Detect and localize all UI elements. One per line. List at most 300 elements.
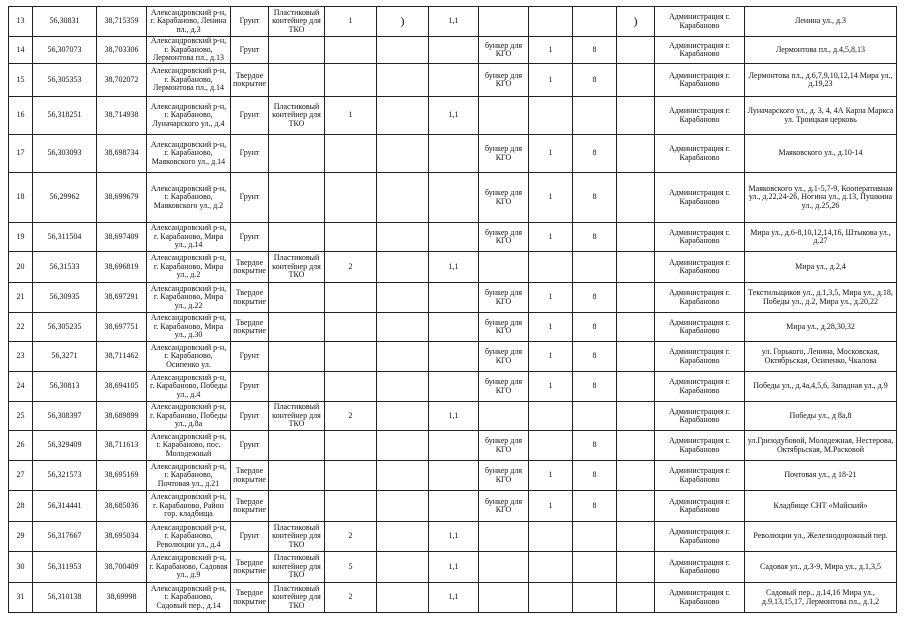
bunker-volume-cell: 8: [573, 342, 617, 372]
bunker-volume-cell: [573, 552, 617, 583]
bunker-count-cell: 1: [529, 37, 573, 64]
container-count-cell: [325, 64, 377, 97]
surface-cell: Грунт: [231, 223, 269, 252]
row-number: 26: [9, 431, 33, 461]
longitude-cell: 38,697409: [97, 223, 147, 252]
container-volume-cell: 1,1: [429, 583, 479, 613]
container-volume-cell: [429, 313, 479, 342]
surface-cell: Твердое покрытие: [231, 283, 269, 313]
surface-cell: Грунт: [231, 37, 269, 64]
bunker-type-cell: бункер для КГО: [479, 372, 529, 402]
container-type-cell: [269, 283, 325, 313]
bunker-type-cell: бункер для КГО: [479, 491, 529, 522]
row-number: 16: [9, 97, 33, 135]
latitude-cell: 56,310138: [33, 583, 97, 613]
container-type-cell: [269, 372, 325, 402]
bunker-count-cell: [529, 252, 573, 283]
owner-cell: Администрация г. Карабаново: [655, 313, 745, 342]
container-type-cell: [269, 431, 325, 461]
table-row: [9, 7, 897, 37]
container-count-cell: 2: [325, 402, 377, 431]
latitude-cell: 56,30831: [33, 7, 97, 37]
empty-cell: [377, 491, 429, 522]
bunker-volume-cell: 8: [573, 461, 617, 491]
bunker-count-cell: 1: [529, 223, 573, 252]
served-objects-cell: Мира ул., д.2,4: [745, 252, 897, 283]
bunker-type-cell: бункер для КГО: [479, 461, 529, 491]
served-objects-cell: Луначарского ул., д. 3, 4, 4А Карла Маркса ул. Троицкая церковь: [745, 97, 897, 135]
served-objects-cell: Победы ул., д.4а,4,5,6, Западная ул., д.9: [745, 372, 897, 402]
bunker-volume-cell: 8: [573, 491, 617, 522]
surface-cell: Твердое покрытие: [231, 552, 269, 583]
owner-cell: Администрация г. Карабаново: [655, 583, 745, 613]
longitude-cell: 38,689899: [97, 402, 147, 431]
served-objects-cell: Победы ул., д 8а,8: [745, 402, 897, 431]
empty-cell: [617, 372, 655, 402]
table-row: [9, 461, 897, 491]
container-count-cell: [325, 461, 377, 491]
container-type-cell: Пластиковый контейнер для ТКО: [269, 552, 325, 583]
longitude-cell: 38,714938: [97, 97, 147, 135]
latitude-cell: 56,317667: [33, 522, 97, 552]
container-type-cell: Пластиковый контейнер для ТКО: [269, 583, 325, 613]
table-row: [9, 64, 897, 97]
bunker-volume-cell: [573, 402, 617, 431]
served-objects-cell: ул.Гризодубовой, Молодежная, Нестерова, Октябрьская, М.Расковой: [745, 431, 897, 461]
empty-cell: [377, 583, 429, 613]
container-volume-cell: [429, 223, 479, 252]
owner-cell: Администрация г. Карабаново: [655, 372, 745, 402]
bunker-volume-cell: 8: [573, 431, 617, 461]
served-objects-cell: Текстильщиков ул., д.1,3,5, Мира ул., д.18, Победы ул., д.2, Мира ул., д.20,22: [745, 283, 897, 313]
container-type-cell: Пластиковый контейнер для ТКО: [269, 252, 325, 283]
served-objects-cell: Революции ул., Железнодорожный пер.: [745, 522, 897, 552]
owner-cell: Администрация г. Карабаново: [655, 491, 745, 522]
empty-cell: [617, 313, 655, 342]
address-cell: Александровский р-н, г. Карабаново, Революции ул., д.4: [147, 522, 231, 552]
container-type-cell: [269, 313, 325, 342]
surface-cell: Твердое покрытие: [231, 252, 269, 283]
container-volume-cell: [429, 37, 479, 64]
bunker-volume-cell: 8: [573, 173, 617, 223]
row-number: 23: [9, 342, 33, 372]
longitude-cell: 38,715359: [97, 7, 147, 37]
table-row: [9, 223, 897, 252]
owner-cell: Администрация г. Карабаново: [655, 552, 745, 583]
bunker-volume-cell: 8: [573, 283, 617, 313]
owner-cell: Администрация г. Карабаново: [655, 402, 745, 431]
table-row: [9, 491, 897, 522]
empty-cell: [617, 135, 655, 173]
empty-cell: [617, 583, 655, 613]
bunker-volume-cell: 8: [573, 37, 617, 64]
served-objects-cell: Маяковского ул., д.1-5,7-9, Кооперативная ул., д.22,24-26, Ногина ул., д.13, Пушкина ул., д.25,26: [745, 173, 897, 223]
surface-cell: Твердое покрытие: [231, 461, 269, 491]
container-type-cell: [269, 173, 325, 223]
owner-cell: Администрация г. Карабаново: [655, 283, 745, 313]
address-cell: Александровский р-н, г. Карабаново, Почтовая ул., д.21: [147, 461, 231, 491]
bunker-count-cell: 1: [529, 313, 573, 342]
address-cell: Александровский р-н, г. Карабаново, Район гор. кладбища: [147, 491, 231, 522]
row-number: 30: [9, 552, 33, 583]
longitude-cell: 38,702072: [97, 64, 147, 97]
bunker-type-cell: бункер для КГО: [479, 342, 529, 372]
latitude-cell: 56,329409: [33, 431, 97, 461]
address-cell: Александровский р-н, г. Карабаново, Ленина пл., д.3: [147, 7, 231, 37]
table-row: [9, 342, 897, 372]
served-objects-cell: Маяковского ул., д.10-14: [745, 135, 897, 173]
bunker-count-cell: 1: [529, 342, 573, 372]
empty-cell: [377, 402, 429, 431]
surface-cell: Грунт: [231, 135, 269, 173]
longitude-cell: 38,697291: [97, 283, 147, 313]
empty-cell: [617, 431, 655, 461]
latitude-cell: 56,314441: [33, 491, 97, 522]
owner-cell: Администрация г. Карабаново: [655, 522, 745, 552]
table-row: [9, 173, 897, 223]
bunker-type-cell: бункер для КГО: [479, 223, 529, 252]
empty-cell: [377, 173, 429, 223]
empty-cell: [377, 252, 429, 283]
container-type-cell: [269, 135, 325, 173]
container-volume-cell: [429, 283, 479, 313]
container-count-cell: [325, 372, 377, 402]
empty-cell: [617, 37, 655, 64]
container-volume-cell: [429, 372, 479, 402]
served-objects-cell: Ленина ул., д.3: [745, 7, 897, 37]
container-volume-cell: 1,1: [429, 252, 479, 283]
longitude-cell: 38,696819: [97, 252, 147, 283]
address-cell: Александровский р-н, г. Карабаново, Садовый пер., д.14: [147, 583, 231, 613]
latitude-cell: 56,305235: [33, 313, 97, 342]
row-number: 20: [9, 252, 33, 283]
bunker-volume-cell: 8: [573, 313, 617, 342]
container-volume-cell: [429, 461, 479, 491]
row-number: 13: [9, 7, 33, 37]
container-count-cell: [325, 135, 377, 173]
bunker-count-cell: [529, 522, 573, 552]
row-number: 31: [9, 583, 33, 613]
container-volume-cell: 1,1: [429, 97, 479, 135]
empty-cell: [617, 173, 655, 223]
latitude-cell: 56,29962: [33, 173, 97, 223]
latitude-cell: 56,307073: [33, 37, 97, 64]
longitude-cell: 38,685036: [97, 491, 147, 522]
surface-cell: Грунт: [231, 522, 269, 552]
empty-cell: [617, 552, 655, 583]
longitude-cell: 38,694105: [97, 372, 147, 402]
latitude-cell: 56,318251: [33, 97, 97, 135]
bunker-volume-cell: [573, 583, 617, 613]
surface-cell: Твердое покрытие: [231, 583, 269, 613]
surface-cell: Твердое покрытие: [231, 64, 269, 97]
address-cell: Александровский р-н, г. Карабаново, Маяковского ул., д.14: [147, 135, 231, 173]
owner-cell: Администрация г. Карабаново: [655, 135, 745, 173]
latitude-cell: 56,30813: [33, 372, 97, 402]
surface-cell: Грунт: [231, 173, 269, 223]
latitude-cell: 56,303093: [33, 135, 97, 173]
bunker-count-cell: 1: [529, 461, 573, 491]
handwritten-mark: ): [400, 14, 405, 29]
table-row: [9, 552, 897, 583]
bunker-type-cell: [479, 97, 529, 135]
empty-cell: [377, 97, 429, 135]
served-objects-cell: Мира ул., д.28,30,32: [745, 313, 897, 342]
surface-cell: Грунт: [231, 342, 269, 372]
surface-cell: Грунт: [231, 402, 269, 431]
address-cell: Александровский р-н, г. Карабаново, Победы ул., д.4: [147, 372, 231, 402]
row-number: 22: [9, 313, 33, 342]
row-number: 15: [9, 64, 33, 97]
empty-cell: [617, 223, 655, 252]
empty-cell: [617, 491, 655, 522]
bunker-type-cell: [479, 7, 529, 37]
bunker-type-cell: [479, 252, 529, 283]
empty-cell: [377, 7, 429, 37]
served-objects-cell: Садовая ул., д.3-9, Мира ул., д.1,3,5: [745, 552, 897, 583]
longitude-cell: 38,698734: [97, 135, 147, 173]
surface-cell: Грунт: [231, 7, 269, 37]
container-volume-cell: [429, 342, 479, 372]
served-objects-cell: Почтовая ул., д 18-21: [745, 461, 897, 491]
bunker-type-cell: бункер для КГО: [479, 37, 529, 64]
container-volume-cell: 1,1: [429, 7, 479, 37]
container-count-cell: [325, 37, 377, 64]
bunker-count-cell: [529, 552, 573, 583]
container-count-cell: 2: [325, 583, 377, 613]
table-row: [9, 252, 897, 283]
container-type-cell: [269, 491, 325, 522]
empty-cell: [377, 431, 429, 461]
longitude-cell: 38,703306: [97, 37, 147, 64]
container-type-cell: Пластиковый контейнер для ТКО: [269, 97, 325, 135]
bunker-count-cell: 1: [529, 283, 573, 313]
row-number: 19: [9, 223, 33, 252]
longitude-cell: 38,697751: [97, 313, 147, 342]
latitude-cell: 56,3271: [33, 342, 97, 372]
latitude-cell: 56,311504: [33, 223, 97, 252]
bunker-volume-cell: [573, 97, 617, 135]
table-row: [9, 522, 897, 552]
latitude-cell: 56,30935: [33, 283, 97, 313]
longitude-cell: 38,711613: [97, 431, 147, 461]
address-cell: Александровский р-н, г. Карабаново, Луначарского ул., д.4: [147, 97, 231, 135]
owner-cell: Администрация г. Карабаново: [655, 97, 745, 135]
bunker-volume-cell: 8: [573, 223, 617, 252]
empty-cell: [377, 522, 429, 552]
table-row: [9, 402, 897, 431]
container-volume-cell: 1,1: [429, 522, 479, 552]
container-volume-cell: [429, 431, 479, 461]
bunker-type-cell: бункер для КГО: [479, 283, 529, 313]
row-number: 18: [9, 173, 33, 223]
served-objects-cell: Лермонтова пл., д.6,7,9,10,12,14 Мира ул., д.19,23: [745, 64, 897, 97]
row-number: 24: [9, 372, 33, 402]
empty-cell: [377, 461, 429, 491]
empty-cell: [377, 342, 429, 372]
surface-cell: Грунт: [231, 431, 269, 461]
container-count-cell: 5: [325, 552, 377, 583]
row-number: 25: [9, 402, 33, 431]
owner-cell: Администрация г. Карабаново: [655, 252, 745, 283]
bunker-volume-cell: [573, 522, 617, 552]
latitude-cell: 56,305353: [33, 64, 97, 97]
address-cell: Александровский р-н, г. Карабаново, Мира ул., д.30: [147, 313, 231, 342]
served-objects-cell: Лермонтова пл., д.4,5,8,13: [745, 37, 897, 64]
empty-cell: [377, 135, 429, 173]
empty-cell: [617, 283, 655, 313]
owner-cell: Администрация г. Карабаново: [655, 173, 745, 223]
table-row: [9, 583, 897, 613]
served-objects-cell: ул. Горького, Ленина, Московская, Октябрьская, Осипенко, Чкалова: [745, 342, 897, 372]
served-objects-cell: Кладбище СНТ «Майский»: [745, 491, 897, 522]
container-count-cell: 2: [325, 522, 377, 552]
empty-cell: [617, 522, 655, 552]
table-row: [9, 37, 897, 64]
owner-cell: Администрация г. Карабаново: [655, 342, 745, 372]
surface-cell: Твердое покрытие: [231, 491, 269, 522]
container-count-cell: 1: [325, 7, 377, 37]
container-count-cell: [325, 173, 377, 223]
bunker-count-cell: [529, 431, 573, 461]
container-count-cell: [325, 342, 377, 372]
latitude-cell: 56,31533: [33, 252, 97, 283]
address-cell: Александровский р-н, г. Карабаново, Осипенко ул.: [147, 342, 231, 372]
empty-cell: [377, 313, 429, 342]
bunker-type-cell: бункер для КГО: [479, 64, 529, 97]
row-number: 14: [9, 37, 33, 64]
owner-cell: Администрация г. Карабаново: [655, 461, 745, 491]
empty-cell: [617, 252, 655, 283]
container-volume-cell: [429, 64, 479, 97]
bunker-count-cell: 1: [529, 135, 573, 173]
address-cell: Александровский р-н, г. Карабаново, Мира ул., д.14: [147, 223, 231, 252]
latitude-cell: 56,311953: [33, 552, 97, 583]
row-number: 27: [9, 461, 33, 491]
bunker-volume-cell: 8: [573, 372, 617, 402]
container-count-cell: 2: [325, 252, 377, 283]
table-row: [9, 313, 897, 342]
bunker-count-cell: 1: [529, 64, 573, 97]
container-count-cell: [325, 223, 377, 252]
empty-cell: [617, 342, 655, 372]
bunker-volume-cell: 8: [573, 64, 617, 97]
longitude-cell: 38,695034: [97, 522, 147, 552]
bunker-type-cell: [479, 522, 529, 552]
address-cell: Александровский р-н, г. Карабаново, Садовая ул., д.9: [147, 552, 231, 583]
container-type-cell: Пластиковый контейнер для ТКО: [269, 522, 325, 552]
bunker-volume-cell: [573, 252, 617, 283]
served-objects-cell: Садовый пер., д.14,16 Мира ул., д.9,13,15,17, Лермонтова пл., д.1,2: [745, 583, 897, 613]
longitude-cell: 38,69998: [97, 583, 147, 613]
waste-sites-table: [8, 6, 897, 613]
longitude-cell: 38,699679: [97, 173, 147, 223]
container-type-cell: Пластиковый контейнер для ТКО: [269, 402, 325, 431]
container-count-cell: [325, 491, 377, 522]
bunker-count-cell: [529, 583, 573, 613]
bunker-type-cell: бункер для КГО: [479, 135, 529, 173]
bunker-volume-cell: [573, 7, 617, 37]
longitude-cell: 38,711462: [97, 342, 147, 372]
empty-cell: [617, 7, 655, 37]
bunker-type-cell: [479, 552, 529, 583]
empty-cell: [377, 64, 429, 97]
bunker-type-cell: бункер для КГО: [479, 173, 529, 223]
container-volume-cell: 1,1: [429, 402, 479, 431]
owner-cell: Администрация г. Карабаново: [655, 37, 745, 64]
empty-cell: [617, 402, 655, 431]
address-cell: Александровский р-н, г. Карабаново, пос. Молодежный: [147, 431, 231, 461]
table-row: [9, 283, 897, 313]
latitude-cell: 56,308397: [33, 402, 97, 431]
empty-cell: [617, 97, 655, 135]
surface-cell: Грунт: [231, 97, 269, 135]
container-volume-cell: 1,1: [429, 552, 479, 583]
table-row: [9, 97, 897, 135]
empty-cell: [617, 64, 655, 97]
empty-cell: [377, 223, 429, 252]
bunker-type-cell: [479, 583, 529, 613]
container-volume-cell: [429, 491, 479, 522]
container-type-cell: [269, 342, 325, 372]
container-type-cell: [269, 461, 325, 491]
row-number: 29: [9, 522, 33, 552]
owner-cell: Администрация г. Карабаново: [655, 223, 745, 252]
row-number: 28: [9, 491, 33, 522]
table-row: [9, 372, 897, 402]
served-objects-cell: Мира ул., д.6-8,10,12,14,16, Штыкова ул., д.27: [745, 223, 897, 252]
row-number: 17: [9, 135, 33, 173]
bunker-count-cell: [529, 97, 573, 135]
container-count-cell: 1: [325, 97, 377, 135]
address-cell: Александровский р-н, г. Карабаново, Мира ул., д.2: [147, 252, 231, 283]
container-type-cell: [269, 223, 325, 252]
handwritten-mark: ): [633, 14, 638, 29]
document-page: [8, 6, 896, 613]
container-count-cell: [325, 283, 377, 313]
empty-cell: [377, 37, 429, 64]
container-volume-cell: [429, 135, 479, 173]
container-type-cell: [269, 37, 325, 64]
empty-cell: [377, 283, 429, 313]
container-type-cell: Пластиковый контейнер для ТКО: [269, 7, 325, 37]
bunker-count-cell: 1: [529, 491, 573, 522]
address-cell: Александровский р-н, г. Карабаново, Мира ул., д.22: [147, 283, 231, 313]
empty-cell: [377, 372, 429, 402]
latitude-cell: 56,321573: [33, 461, 97, 491]
bunker-volume-cell: 8: [573, 135, 617, 173]
longitude-cell: 38,700409: [97, 552, 147, 583]
table-body: [9, 7, 897, 613]
owner-cell: Администрация г. Карабаново: [655, 431, 745, 461]
empty-cell: [617, 461, 655, 491]
container-volume-cell: [429, 173, 479, 223]
longitude-cell: 38,695169: [97, 461, 147, 491]
container-count-cell: [325, 313, 377, 342]
bunker-count-cell: 1: [529, 173, 573, 223]
address-cell: Александровский р-н, г. Карабаново, Победы ул., д.8а: [147, 402, 231, 431]
container-type-cell: [269, 64, 325, 97]
row-number: 21: [9, 283, 33, 313]
address-cell: Александровский р-н, г. Карабаново, Лермонтова пл., д.13: [147, 37, 231, 64]
address-cell: Александровский р-н, г. Карабаново, Лермонтова пл., д.14: [147, 64, 231, 97]
bunker-type-cell: [479, 402, 529, 431]
surface-cell: Грунт: [231, 372, 269, 402]
bunker-count-cell: 1: [529, 372, 573, 402]
bunker-type-cell: бункер для КГО: [479, 431, 529, 461]
owner-cell: Администрация г. Карабаново: [655, 7, 745, 37]
address-cell: Александровский р-н, г. Карабаново, Маяковского ул., д.2: [147, 173, 231, 223]
